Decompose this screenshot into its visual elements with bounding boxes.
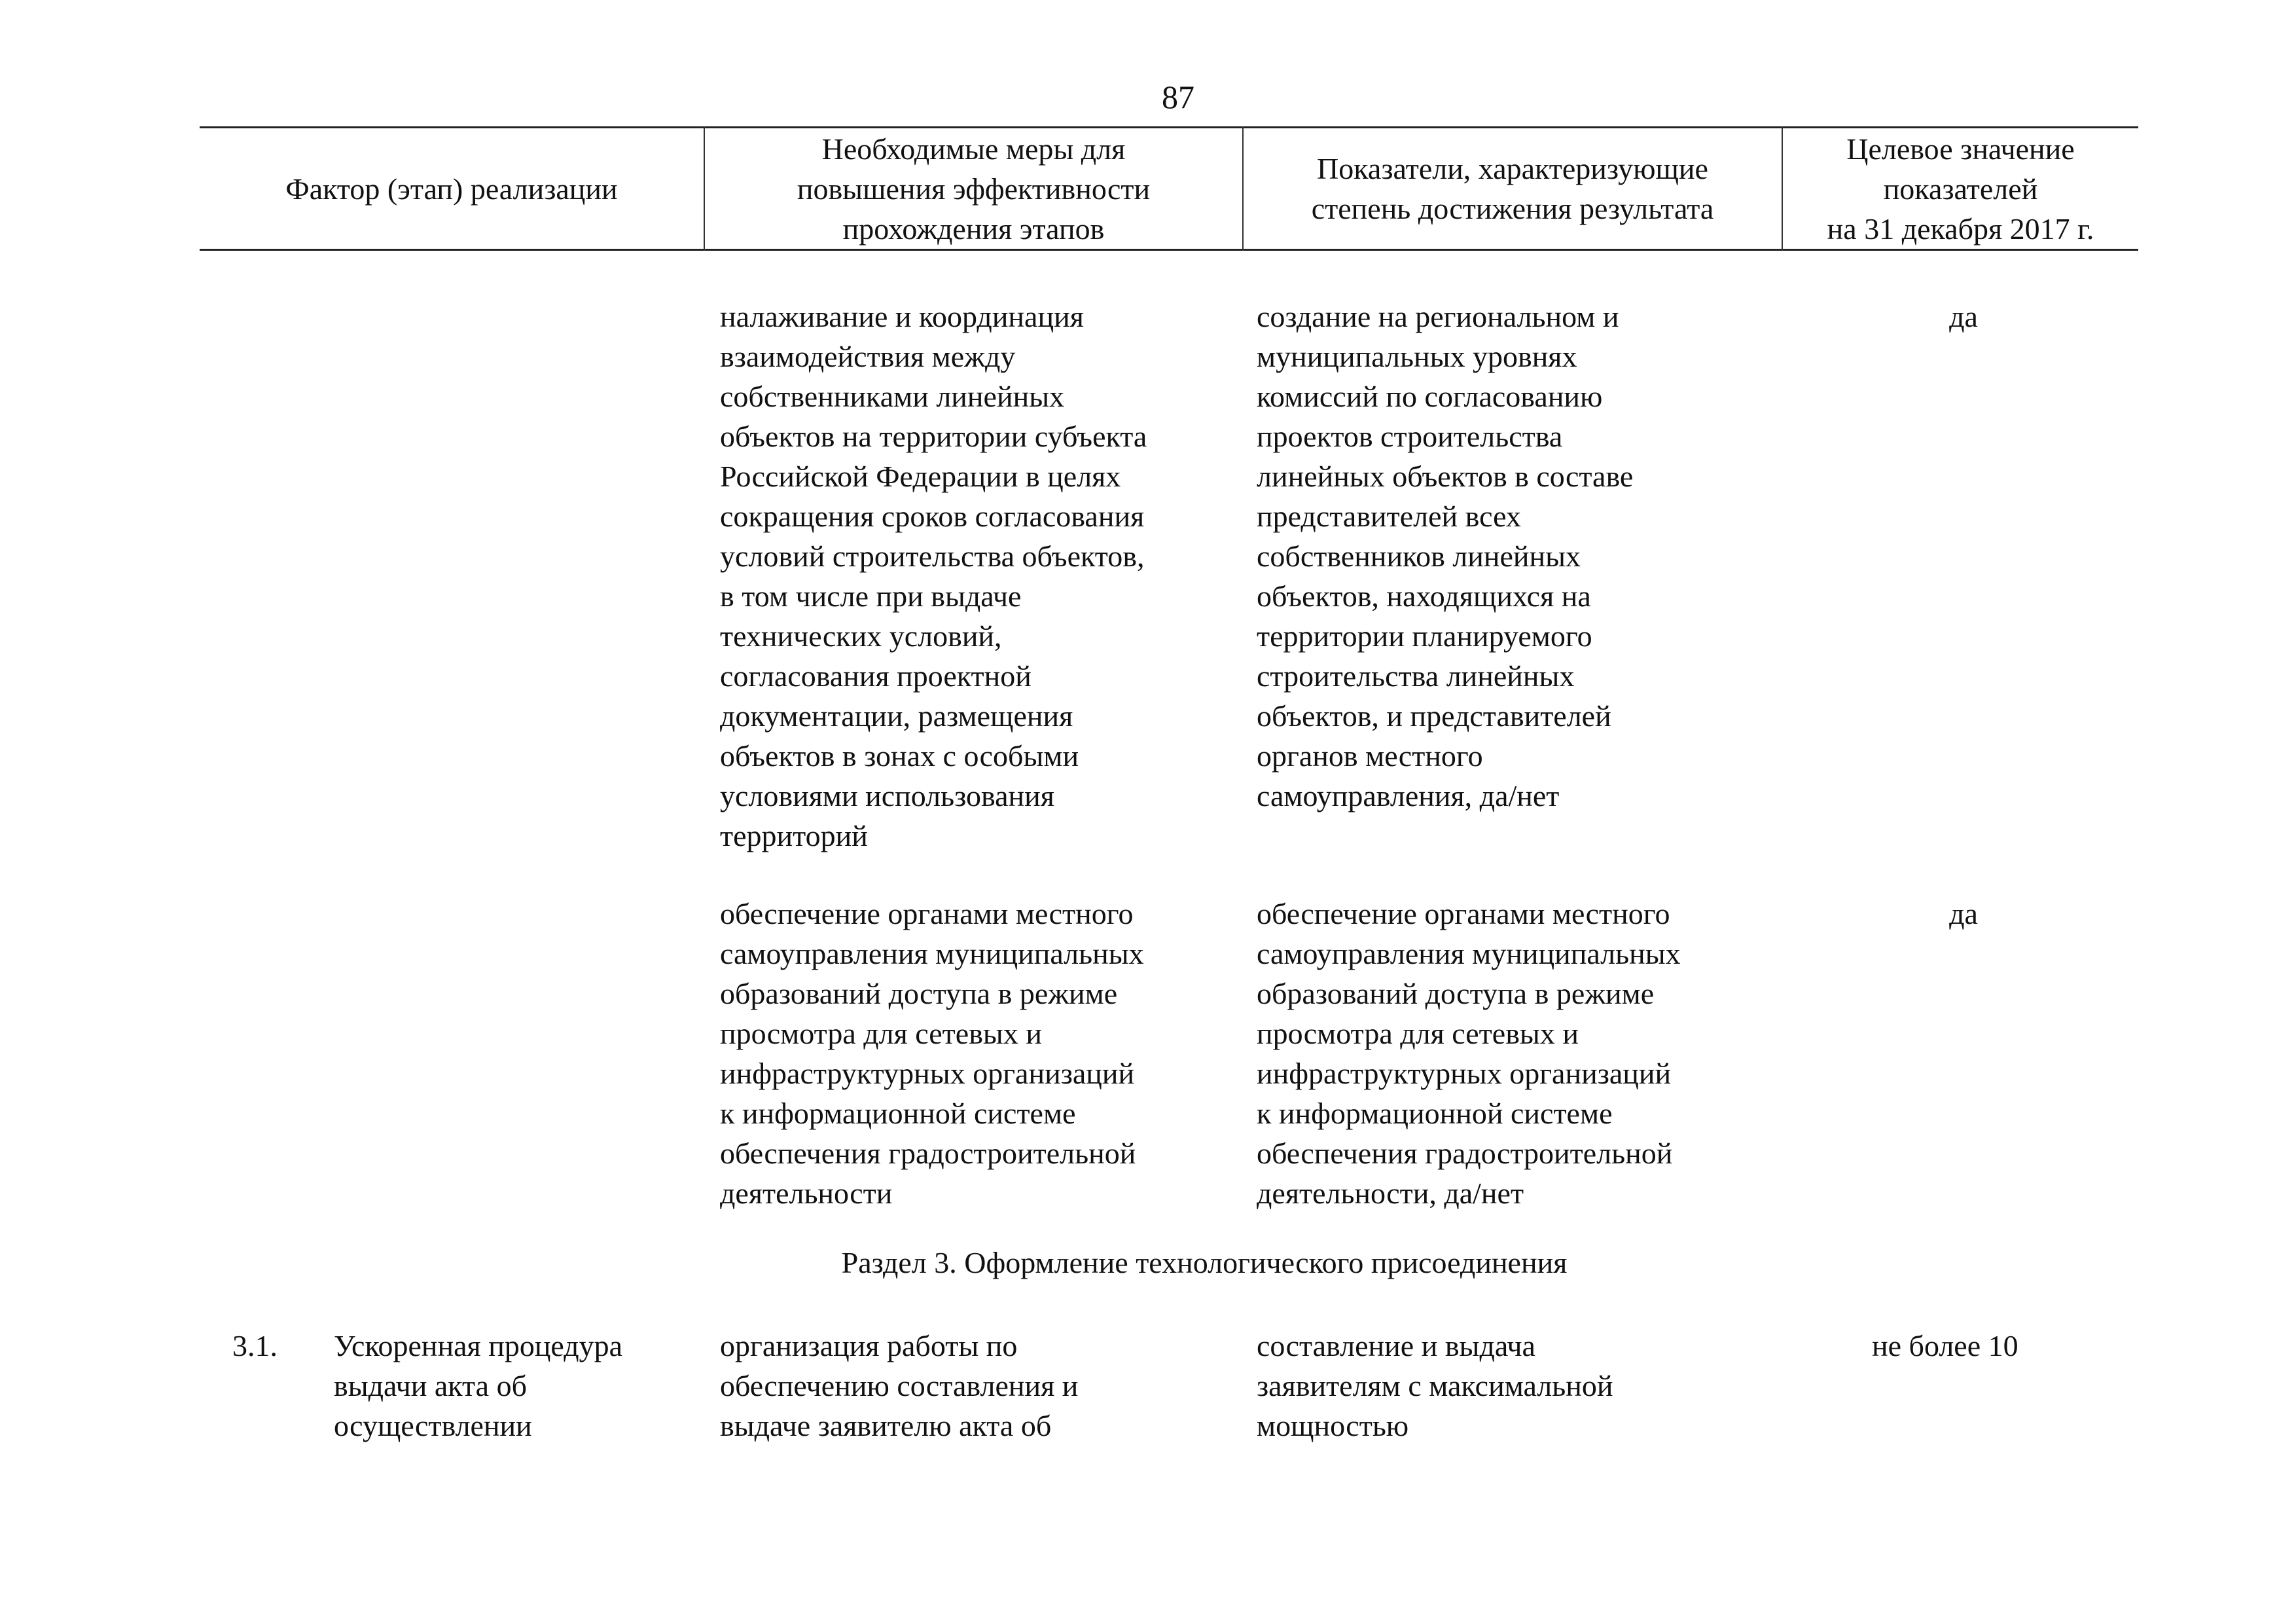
target-cell: да: [1949, 300, 1978, 333]
measures-cell: организация работы по обеспечению составления и выдаче заявителю акта об: [720, 1329, 1079, 1442]
indicators-cell: создание на региональном и муниципальных уровнях комиссий по согласованию проектов строительства линейных объектов в составе представителей всех собственников линейных объектов, находящихся на территории планируемого строительства линейных объектов, и представителей органов местного самоуправления, да/нет: [1257, 300, 1634, 812]
factor-cell: Ускоренная процедура выдачи акта об осуществлении: [334, 1329, 623, 1442]
indicators-cell: составление и выдача заявителям с максимальной мощностью: [1257, 1329, 1613, 1442]
section-title: Раздел 3. Оформление технологического присоединения: [841, 1246, 1568, 1279]
table-header-bottom-rule: [200, 249, 2138, 251]
page-number: 87: [1162, 79, 1194, 115]
header-measures: Необходимые меры для повышения эффективности прохождения этапов: [797, 132, 1151, 246]
target-cell: да: [1949, 897, 1978, 930]
measures-cell: налаживание и координация взаимодействия между собственниками линейных объектов на территории субъекта Российской Федерации в целях сокращения сроков согласования условий строительства объектов, в том числе при выдаче технических условий, согласования проектной документации, размещения объектов в зонах с особыми условиями использования территорий: [720, 300, 1147, 852]
measures-cell: обеспечение органами местного самоуправления муниципальных образований доступа в режиме просмотра для сетевых и инфраструктурных организаций к информационной системе обеспечения градостроительной деятельности: [720, 897, 1144, 1210]
target-cell: не более 10: [1872, 1329, 2018, 1362]
header-indicators: Показатели, характеризующие степень достижения результата: [1311, 152, 1714, 225]
indicators-cell: обеспечение органами местного самоуправления муниципальных образований доступа в режиме просмотра для сетевых и инфраструктурных организаций к информационной системе обеспечения градостроительной деятельности, да/нет: [1257, 897, 1681, 1210]
row-number: 3.1.: [232, 1329, 278, 1362]
header-target: Целевое значение показателей на 31 декабря 2017 г.: [1827, 132, 2094, 246]
header-factor: Фактор (этап) реализации: [285, 172, 618, 206]
